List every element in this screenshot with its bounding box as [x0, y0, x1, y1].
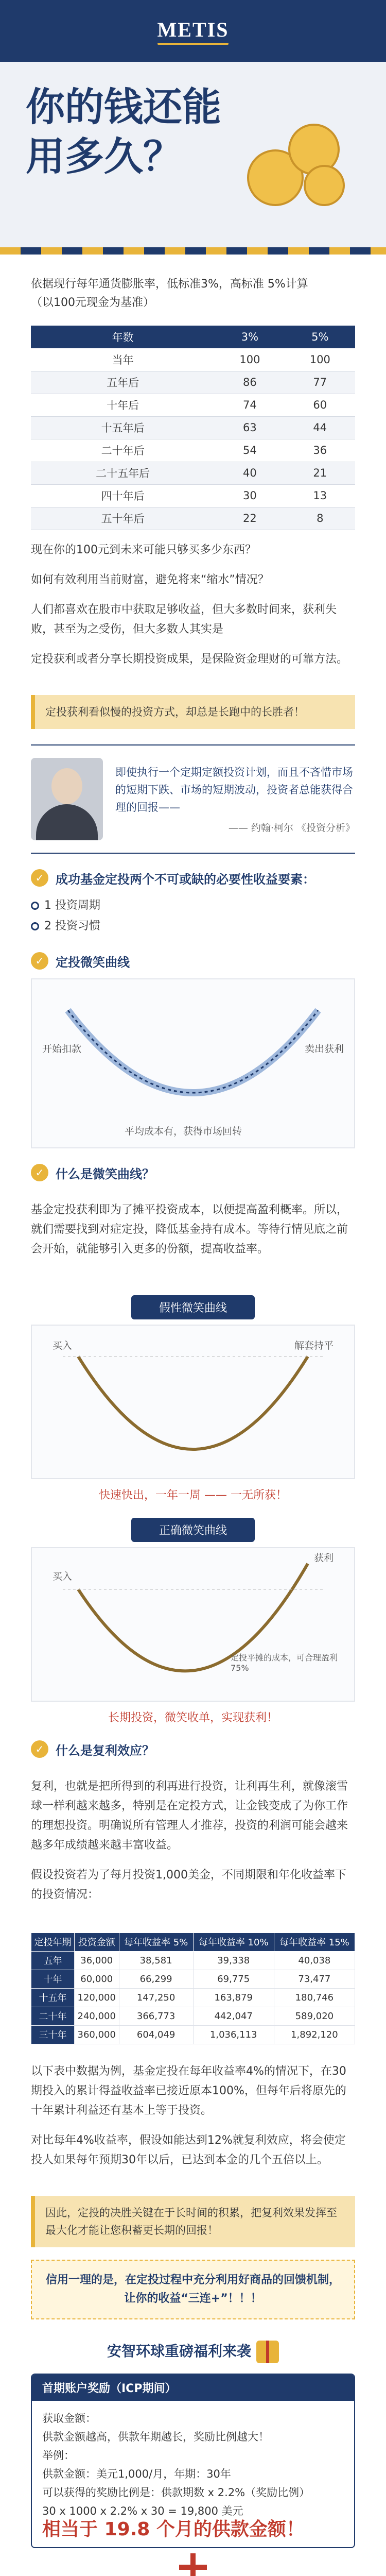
compound-table: 定投年期 投资金额 每年收益率 5% 每年收益率 10% 每年收益率 15% 五年 36,000 38,581 39,338 40,038 十年 60,000 66,299 69,775 73,477 十五年 120,000 147,250 163,879 180,746 二十年 240,000 366,773 442,047 589,020 三十年 360,000 604,049 1,036,113 1,892,120 [31, 1933, 355, 2044]
requirements-list: 1 投资周期 2 投资习惯 [31, 895, 355, 937]
coins-illustration [237, 108, 350, 211]
bonus-card-1: 首期账户奖励（ICP期间） 获取金额： 供款金额越高，供款年期越长，奖励比例越大！ 举例： 供款金额：美元1,000/月，年期：30年 可以获得的奖励比例是：供款期数 x 2.2%（奖励比例） 30 x 1000 x 2.2% x 30 = 19,800 美元 相当于 19.8 个月的供款金额！ [31, 2374, 355, 2548]
section-header: ✓ 定投微笑曲线 [31, 952, 355, 970]
quote-text: 即使执行一个定期定额投资计划，而且不吝惜市场的短期下跌、市场的短期波动，投资者总能获得合理的回报—— [115, 766, 353, 814]
highlight-callout: 因此，定投的决胜关键在于长时间的积累，把复利效果发挥至最大化才能让您积蓄更长期的回报！ [31, 2196, 355, 2247]
table-row: 十五年后 63 44 [31, 416, 355, 439]
check-icon: ✓ [31, 869, 48, 887]
table-row: 当年 100 100 [31, 348, 355, 371]
table-row: 二十年后 54 36 [31, 439, 355, 462]
section-header: ✓ 什么是微笑曲线？ [31, 1164, 355, 1182]
label-bottom: 平均成本有，获得市场回转 [125, 1125, 242, 1137]
table-row: 五年 36,000 38,581 39,338 40,038 [31, 1951, 355, 1970]
smile-curve-diagram [31, 978, 355, 1148]
intro-subtext: （以100元现金为基准） [31, 296, 154, 309]
table-row: 二十年 240,000 366,773 442,047 589,020 [31, 2007, 355, 2025]
inflation-table: 年数 3% 5% 当年 100 100 五年后 86 77 十年后 74 60 十五年后 63 44 二十年后 54 36 二十五年后 40 21 四十年后 30 13 五十年后 22 8 [31, 326, 355, 530]
table-row: 十年后 74 60 [31, 394, 355, 416]
plus-icon [179, 2553, 207, 2576]
quote-source: —— 约翰·柯尔 《投资分析》 [228, 822, 355, 834]
section-header: ✓ 成功基金定投两个不可或缺的必要性收益要素： [31, 869, 355, 887]
table-row: 二十五年后 40 21 [31, 462, 355, 484]
hero-banner [0, 62, 386, 247]
section-header: ✓ 什么是复利效应？ [31, 1740, 355, 1758]
table-row: 三十年 360,000 604,049 1,036,113 1,892,120 [31, 2025, 355, 2044]
key-callout: 定投获利看似慢的投资方式，却总是长跑中的长胜者！ [31, 695, 355, 729]
false-smile-warning: 快速快出，一年一周 —— 一无所获！ [99, 1488, 287, 1502]
body-text-2: 基金定投获利即为了摊平投资成本，以便提高盈利概率。所以，就们需要找到对症定投，降低基金持有成本。等待行情见底之前会开始，就能够引入更多的份额，提高收益率。 [31, 1203, 348, 1256]
intro-text: 依据现行每年通货膨胀率，低标准3%，高标准 5%计算 [31, 278, 308, 291]
label-start: 开始扣款 [42, 1043, 82, 1055]
decor-stripes [0, 247, 386, 255]
bonus-title: 安智环球重磅福利来袭 [0, 2340, 386, 2363]
true-smile-tag: 正确微笑曲线 [131, 1518, 255, 1542]
gift-icon [256, 2341, 279, 2363]
body-text-3: 复利，也就是把所得到的利再进行投资，让利再生利，就像滚雪球一样利越来越多，特别是在定投方式，让金钱变成了为你工作的理想投资。明确说所有管理人才推荐，投资的利润可能会越来越多年成绩越来越丰富收益。 假设投资若为了每月投资1,000美金，不同期限和年化收益率下的投资情况： [31, 1780, 348, 1901]
header-bar [0, 0, 386, 62]
body-text-4: 以下表中数据为例，基金定投在每年收益率4%的情况下，在30期投入的累计得益收益率已接近原本100%，但每年后将原先的十年累计利益还有基本上等于投资。 对比每年4%收益率，假设如能达到12%就复利效应，将会使定投人如果每年预期30年以后，已达到本金的几个五倍以上。 [31, 2064, 346, 2166]
check-icon: ✓ [31, 1740, 48, 1758]
table-row: 十五年 120,000 147,250 163,879 180,746 [31, 1988, 355, 2007]
metis-logo: METIS [157, 18, 229, 45]
table-row: 十年 60,000 66,299 69,775 73,477 [31, 1970, 355, 1988]
true-smile-warning: 长期投资，微笑收单，实现获利！ [108, 1711, 278, 1724]
table-row: 五年后 86 77 [31, 371, 355, 394]
label-end: 卖出获利 [304, 1043, 344, 1055]
table-row: 四十年后 30 13 [31, 484, 355, 507]
false-smile-tag: 假性微笑曲线 [131, 1295, 255, 1319]
true-smile-diagram: 买入 获利 定投平摊的成本，可合理盈利75% [31, 1547, 355, 1702]
quote-block [31, 744, 355, 854]
author-portrait [31, 758, 103, 840]
intro-section [0, 255, 386, 317]
false-smile-diagram: 买入 解套持平 [31, 1325, 355, 1479]
hero-title: 你的钱还能 用多久？ [26, 84, 221, 179]
highlight-box: 信用一理的是，在定投过程中充分利用好商品的回馈机制，让你的收益“三连+”！！！ [31, 2260, 355, 2319]
check-icon: ✓ [31, 952, 48, 970]
table-row: 五十年后 22 8 [31, 507, 355, 530]
check-icon: ✓ [31, 1164, 48, 1181]
smile-curve-svg [32, 979, 354, 1147]
body-text-1: 现在你的100元到未来可能只够买多少东西？ 如何有效利用当前财富，避免将来“缩水”情况？ 人们都喜欢在股市中获取足够收益，但大多数时间来，获利失败，甚至为之受伤，但大多数人其实是 定投获利或者分享长期投资成果，是保险资金理财的可靠方法。 [31, 543, 348, 666]
